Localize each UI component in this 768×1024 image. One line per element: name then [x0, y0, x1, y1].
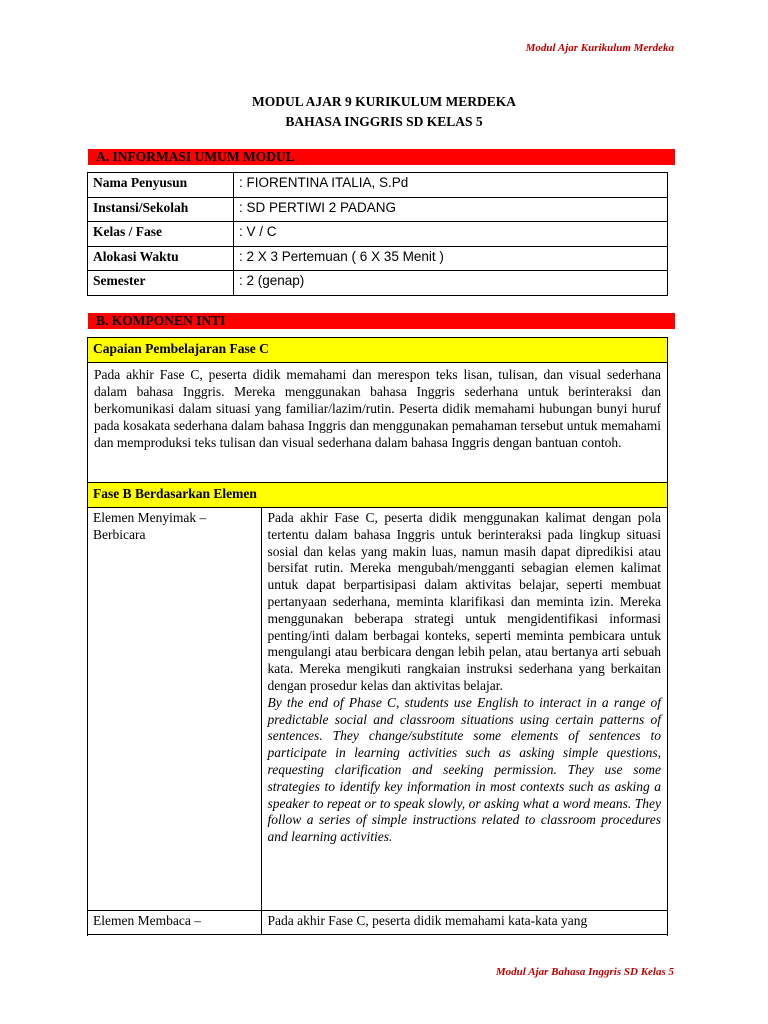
info-label: Semester	[88, 271, 234, 296]
info-row	[88, 246, 668, 271]
info-value: : V / C	[234, 222, 668, 247]
info-value: : 2 X 3 Pertemuan ( 6 X 35 Menit )	[234, 246, 668, 271]
capaian-heading: Capaian Pembelajaran Fase C	[88, 338, 667, 363]
fase-box	[87, 482, 668, 936]
elemen-text-indonesian: Pada akhir Fase C, peserta didik memahami kata-kata yang	[267, 912, 588, 928]
info-row	[88, 222, 668, 247]
info-value: : 2 (genap)	[234, 271, 668, 296]
info-value: : FIORENTINA ITALIA, S.Pd	[234, 173, 668, 198]
table-row	[88, 910, 667, 934]
info-row	[88, 197, 668, 222]
elemen-text-indonesian: Pada akhir Fase C, peserta didik menggunakan kalimat dengan pola tertentu dalam bahasa Inggris untuk berinteraksi pada lingkup situasi sosial dan kelas yang makin luas, namun masih dapat dipredikisi atau bersifat rutin. Mereka mengubah/mengganti sebagian elemen kalimat untuk dapat berpartisipasi dalam aktivitas belajar, seperti membuat pertanyaan sederhana, meminta klarifikasi dan meminta izin. Mereka menggunakan beberapa strategi untuk mengidentifikasi informasi penting/inti dalam berbagai konteks, seperti meminta pembicara untuk mengulangi atau berbicara dengan lebih pelan, atau bertanya arti sebuah kata. Mereka mengikuti rangkaian instruksi sederhana yang berkaitan dengan prosedur kelas dan aktivitas belajar.	[267, 510, 661, 693]
table-row	[88, 508, 667, 910]
elemen-table	[88, 508, 667, 935]
info-label: Nama Penyusun	[88, 173, 234, 198]
elemen-name: Elemen Menyimak – Berbicara	[88, 508, 261, 910]
info-value: : SD PERTIWI 2 PADANG	[234, 197, 668, 222]
header-note: Modul Ajar Kurikulum Merdeka	[525, 42, 674, 54]
info-row	[88, 271, 668, 296]
elemen-text-english: By the end of Phase C, students use English to interact in a range of predictable social and classroom situations using certain patterns of sentences. They change/substitute some elements of sentences to participate in learning activities such as asking simple questions, requesting clarification and seeking permission. They use some strategies to identify key information in most contexts such as asking a speaker to repeat or to speak slowly, or asking what a word means. They follow a series of simple instructions related to classroom procedures and learning activities.	[267, 694, 661, 845]
section-b-heading: B. KOMPONEN INTI	[88, 313, 675, 329]
elemen-description	[261, 508, 667, 910]
info-label: Instansi/Sekolah	[88, 197, 234, 222]
capaian-box	[87, 337, 668, 483]
title-line-2: BAHASA INGGRIS SD KELAS 5	[285, 114, 483, 129]
info-label: Alokasi Waktu	[88, 246, 234, 271]
info-label: Kelas / Fase	[88, 222, 234, 247]
section-a-heading: A. INFORMASI UMUM MODUL	[88, 149, 675, 165]
elemen-name: Elemen Membaca –	[88, 910, 261, 934]
document-title	[0, 92, 768, 132]
elemen-description	[261, 910, 667, 934]
info-row	[88, 173, 668, 198]
fase-heading: Fase B Berdasarkan Elemen	[88, 483, 667, 508]
info-table	[87, 172, 668, 296]
title-line-1: MODUL AJAR 9 KURIKULUM MERDEKA	[251, 94, 516, 109]
footer-note: Modul Ajar Bahasa Inggris SD Kelas 5	[495, 966, 674, 978]
capaian-text: Pada akhir Fase C, peserta didik memahami dan merespon teks lisan, tulisan, dan visual sederhana dalam bahasa Inggris. Mereka menggunakan bahasa Inggris sederhana untuk berinteraksi dan berkomunikasi dalam situasi yang familiar/lazim/rutin. Peserta didik memahami hubungan bunyi huruf pada kosakata sederhana dalam bahasa Inggris dan menggunakan pemahaman tersebut untuk memahami dan memproduksi teks tulisan dan visual sederhana dalam bahasa Inggris dengan bantuan contoh.	[94, 367, 661, 450]
